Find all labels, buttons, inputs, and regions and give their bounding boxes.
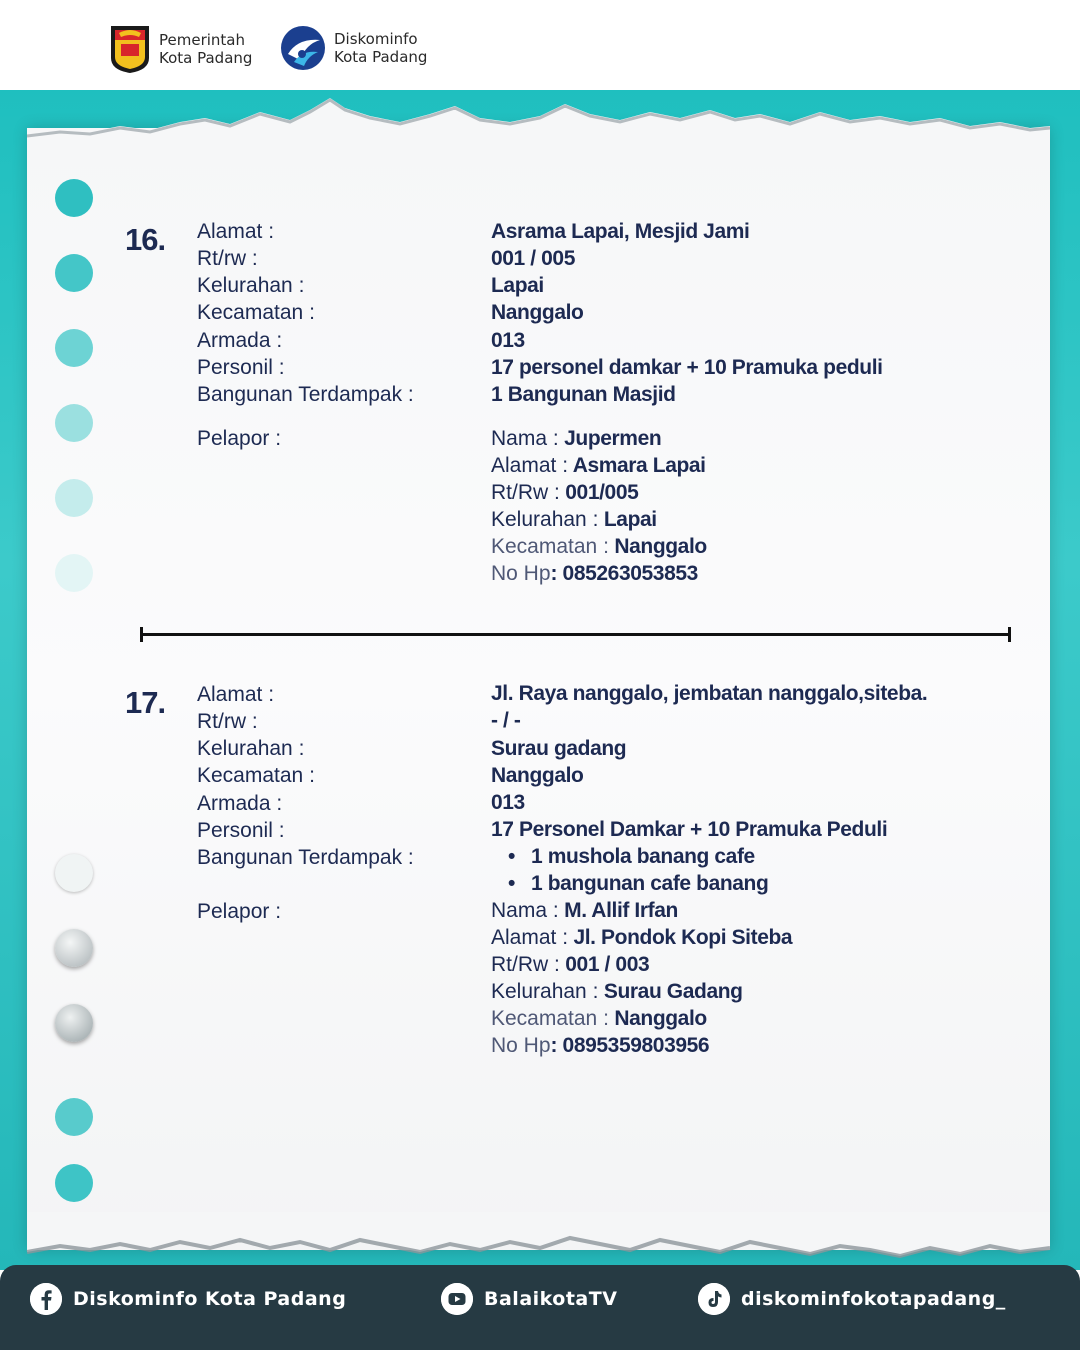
rtrw-value: 001 / 003 [565,953,650,976]
key-rtrw: Rt/Rw : [491,953,560,976]
kelurahan-value: Lapai [603,508,657,531]
pelapor-kecamatan [491,1007,707,1031]
label-armada: Armada : [197,792,283,815]
value-kelurahan: Lapai [491,274,544,297]
key-nama: Nama : [491,427,559,450]
nama-value: Jupermen [564,427,662,450]
org2-line2: Kota Padang [334,48,428,66]
binder-hole [55,254,93,292]
binder-hole [55,929,93,967]
key-nama: Nama : [491,899,559,922]
binder-hole [55,479,93,517]
diskominfo-logo-block [280,24,427,72]
rtrw-value: 001/005 [565,481,639,504]
key-kecamatan: Kecamatan : [491,535,609,558]
binder-hole [55,1004,93,1042]
value-rtrw: 001 / 005 [491,247,575,270]
label-personil: Personil : [197,819,285,842]
kecamatan-value: Nanggalo [614,1007,707,1030]
tiktok-link[interactable] [698,1283,1006,1315]
key-hp: No Hp [491,1034,551,1057]
value-personil: 17 personel damkar + 10 Pramuka peduli [491,356,883,379]
entry-number: 17. [125,685,166,720]
youtube-handle: BalaikotaTV [484,1288,618,1310]
pelapor-hp [491,562,698,586]
value-alamat: Asrama Lapai, Mesjid Jami [491,220,750,243]
pelapor-rtrw [491,953,649,977]
pelapor-rtrw [491,481,638,505]
facebook-link[interactable] [30,1283,346,1315]
binder-hole [55,854,93,892]
label-pelapor: Pelapor : [197,427,282,450]
key-kelurahan: Kelurahan : [491,980,599,1003]
key-hp: No Hp [491,562,551,585]
value-kecamatan: Nanggalo [491,764,584,787]
bangunan-list-item: • 1 bangunan cafe banang [508,872,768,896]
binder-hole [55,1098,93,1136]
value-personil: 17 Personel Damkar + 10 Pramuka Peduli [491,818,888,841]
value-kelurahan: Surau gadang [491,737,627,760]
nama-value: M. Allif Irfan [564,899,678,922]
label-bangunan: Bangunan Terdampak : [197,383,414,406]
diskominfo-logo-icon [280,24,326,72]
binder-hole [55,554,93,592]
key-alamat: Alamat : [491,926,569,949]
facebook-handle: Diskominfo Kota Padang [73,1288,347,1310]
header [0,0,1080,92]
key-rtrw: Rt/Rw : [491,481,560,504]
pelapor-kelurahan [491,508,657,532]
label-armada: Armada : [197,329,283,352]
label-kelurahan: Kelurahan : [197,274,305,297]
pelapor-alamat [491,926,792,950]
alamat-value: Jl. Pondok Kopi Siteba [573,926,793,949]
pemerintah-text [159,31,252,67]
value-bangunan: 1 Bangunan Masjid [491,383,676,406]
footer [0,1265,1080,1350]
hp-value: : 0895359803956 [550,1034,710,1057]
key-kecamatan: Kecamatan : [491,1007,609,1030]
binder-hole [55,404,93,442]
youtube-link[interactable] [441,1283,617,1315]
pelapor-kelurahan [491,980,743,1004]
value-kecamatan: Nanggalo [491,301,584,324]
pelapor-alamat [491,454,706,478]
bangunan-list-item: • 1 mushola banang cafe [508,845,755,869]
binder-hole [55,179,93,217]
label-bangunan: Bangunan Terdampak : [197,846,414,869]
label-alamat: Alamat : [197,683,275,706]
pelapor-nama [491,899,678,923]
org1-line1: Pemerintah [159,31,246,49]
youtube-icon [441,1283,473,1315]
hp-value: : 085263053853 [550,562,698,585]
label-kecamatan: Kecamatan : [197,301,315,324]
label-rtrw: Rt/rw : [197,710,258,733]
label-personil: Personil : [197,356,285,379]
label-pelapor: Pelapor : [197,900,282,923]
value-armada: 013 [491,329,525,352]
kelurahan-value: Surau Gadang [603,980,743,1003]
padang-crest-icon [109,24,151,74]
org2-line1: Diskominfo [334,30,418,48]
value-armada: 013 [491,791,525,814]
pemerintah-logo-block [109,24,252,74]
alamat-value: Asmara Lapai [572,454,706,477]
label-kecamatan: Kecamatan : [197,764,315,787]
tiktok-handle: diskominfokotapadang_ [741,1288,1006,1310]
kecamatan-value: Nanggalo [614,535,707,558]
facebook-icon [30,1283,62,1315]
value-alamat: Jl. Raya nanggalo, jembatan nanggalo,siteba. [491,682,928,705]
key-alamat: Alamat : [491,454,569,477]
diskominfo-text [334,30,427,66]
torn-bottom-edge [0,1212,1080,1272]
key-kelurahan: Kelurahan : [491,508,599,531]
pelapor-kecamatan [491,535,707,559]
entry-divider [140,633,1011,636]
label-alamat: Alamat : [197,220,275,243]
torn-top-edge [0,92,1080,162]
tiktok-icon [698,1283,730,1315]
org1-line2: Kota Padang [159,49,253,67]
pelapor-hp [491,1034,709,1058]
binder-hole [55,1164,93,1202]
label-rtrw: Rt/rw : [197,247,258,270]
pelapor-nama [491,427,661,451]
value-rtrw: - / - [491,709,521,732]
label-kelurahan: Kelurahan : [197,737,305,760]
binder-hole [55,329,93,367]
entry-number: 16. [125,222,166,257]
